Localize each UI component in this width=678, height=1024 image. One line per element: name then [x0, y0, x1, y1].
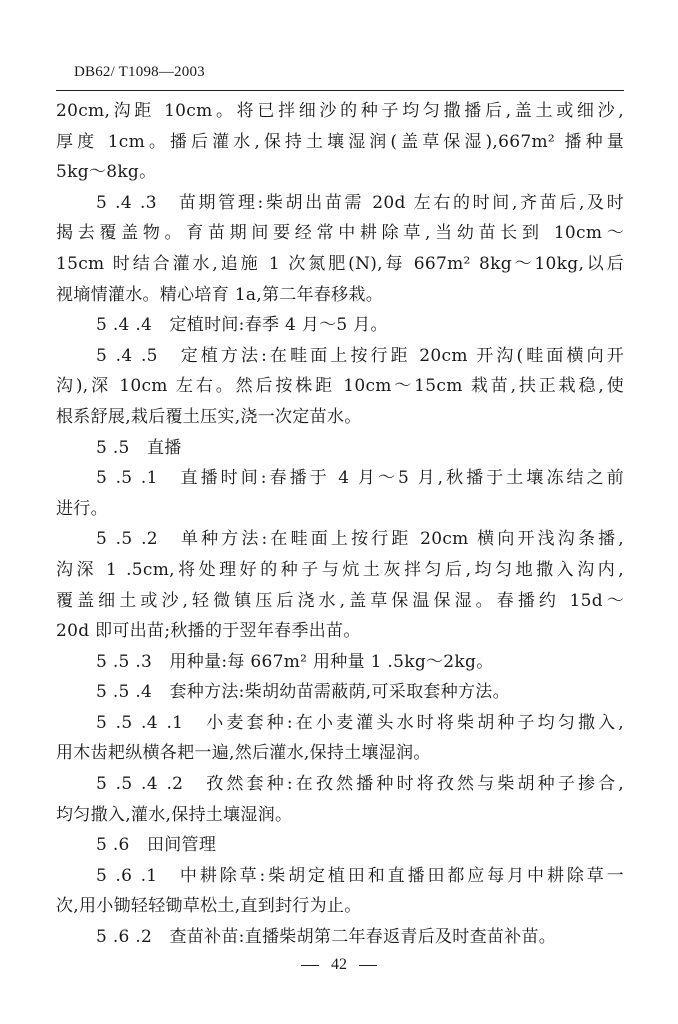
- text-line: 覆盖细土或沙,轻微镇压后浇水,盖草保温保湿。春播约 15d～: [56, 590, 624, 611]
- document-body: [56, 96, 624, 953]
- page-footer: [0, 956, 678, 974]
- text-line: 5 .6 .2 查苗补苗:直播柴胡第二年春返青后及时查苗补苗。: [96, 927, 557, 948]
- text-line: 视墒情灌水。精心培育 1a,第二年春移栽。: [56, 284, 384, 305]
- header-rule: [56, 90, 624, 91]
- text-line: 5 .4 .4 定植时间:春季 4 月～5 月。: [96, 315, 388, 336]
- page-number: 42: [331, 956, 347, 973]
- text-line: 5 .5 .3 用种量:每 667m² 用种量 1 .5kg～2kg。: [96, 651, 494, 672]
- text-line: 根系舒展,栽后覆土压实,浇一次定苗水。: [56, 406, 362, 427]
- text-line: 均匀撒入,灌水,保持土壤湿润。: [56, 804, 293, 825]
- footer-dash-left: [301, 965, 319, 966]
- text-line: 进行。: [56, 498, 108, 519]
- footer-dash-right: [359, 965, 377, 966]
- text-line: 5 .6 .1 中耕除草:柴胡定植田和直播田都应每月中耕除草一: [96, 865, 624, 886]
- document-code-header: DB62/ T1098—2003: [74, 64, 205, 80]
- text-line: 15cm 时结合灌水,追施 1 次氮肥(N),每 667m² 8kg～10kg,以后: [56, 253, 624, 274]
- text-line: 5 .4 .5 定植方法:在畦面上按行距 20cm 开沟(畦面横向开: [96, 345, 624, 366]
- text-line: 5 .5 .1 直播时间:春播于 4 月～5 月,秋播于土壤冻结之前: [96, 468, 624, 489]
- text-line: 5 .5 .4 .1 小麦套种:在小麦灌头水时将柴胡种子均匀撒入,: [96, 712, 624, 733]
- text-line: 20d 即可出苗;秋播的于翌年春季出苗。: [56, 621, 361, 642]
- text-line: 20cm,沟距 10cm。将已拌细沙的种子均匀撒播后,盖土或细沙,: [56, 101, 624, 121]
- text-line: 5 .5 .4 .2 孜然套种:在孜然播种时将孜然与柴胡种子掺合,: [96, 774, 624, 795]
- text-line: 5kg～8kg。: [56, 162, 157, 183]
- text-line: 沟深 1 .5cm,将处理好的种子与炕土灰拌匀后,均匀地撒入沟内,: [56, 559, 624, 580]
- text-line: 厚度 1cm。播后灌水,保持土壤湿润(盖草保湿),667m² 播种量: [56, 131, 624, 152]
- text-line: 5 .5 .2 单种方法:在畦面上按行距 20cm 横向开浅沟条播,: [96, 529, 624, 550]
- text-line: 5 .5 .4 套种方法:柴胡幼苗需蔽荫,可采取套种方法。: [96, 682, 510, 703]
- text-line: 5 .4 .3 苗期管理:柴胡出苗需 20d 左右的时间,齐苗后,及时: [96, 192, 624, 213]
- text-line: 用木齿耙纵横各耙一遍,然后灌水,保持土壤湿润。: [56, 743, 431, 764]
- text-line: 5 .6 田间管理: [96, 835, 217, 856]
- text-line: 5 .5 直播: [96, 437, 182, 458]
- text-line: 揭去覆盖物。育苗期间要经常中耕除草,当幼苗长到 10cm～: [56, 223, 624, 244]
- text-line: 次,用小锄轻轻锄草松土,直到封行为止。: [56, 896, 362, 917]
- text-line: 沟),深 10cm 左右。然后按株距 10cm～15cm 栽苗,扶正栽稳,使: [56, 376, 624, 397]
